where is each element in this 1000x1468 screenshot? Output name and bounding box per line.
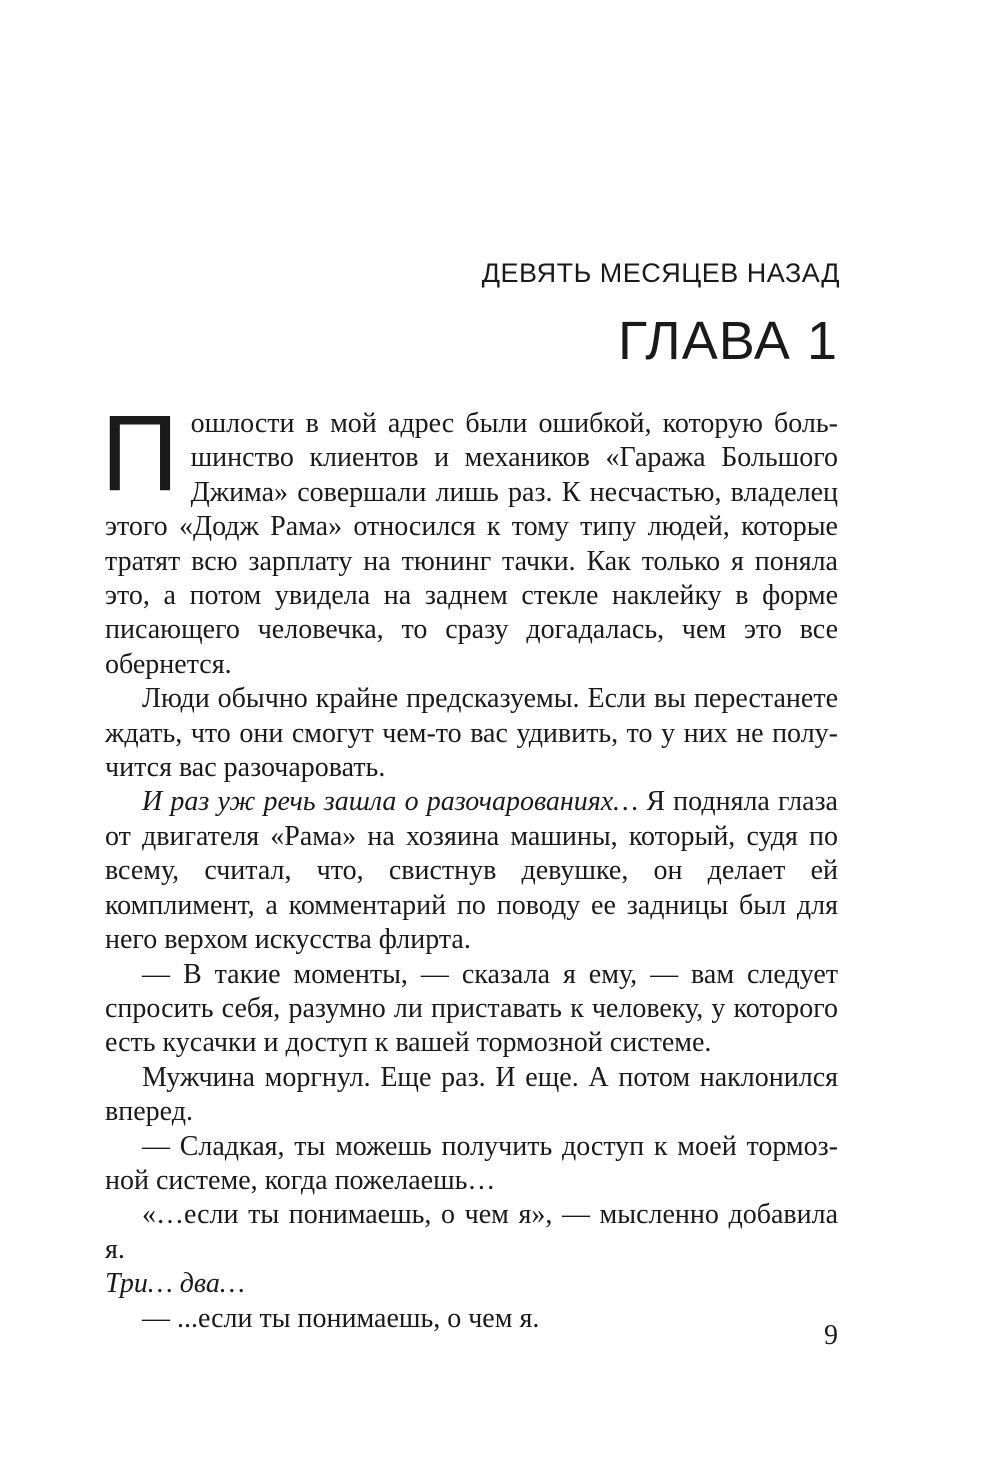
- paragraph-7: [105, 1198, 838, 1301]
- drop-cap: П: [101, 392, 179, 513]
- paragraph-6: — Сладкая, ты можешь получить доступ к моей тормозной системе, когда пожелаешь…: [105, 1130, 838, 1196]
- paragraph-1: [101, 392, 838, 682]
- paragraph-3-italic: И раз уж речь зашла о разочарованиях…: [142, 786, 639, 818]
- chapter-overline: ДЕВЯТЬ МЕСЯЦЕВ НАЗАД: [481, 258, 840, 288]
- page-number: 9: [824, 1320, 838, 1351]
- paragraph-4: — В такие моменты, — сказала я ему, — вам следует спросить себя, разумно ли приставать к человеку, у которого есть кусачки и доступ к вашей тормозной системе.: [105, 958, 838, 1059]
- paragraph-8: — ...если ты понимаешь, о чем я.: [142, 1302, 540, 1334]
- paragraph-3-text: Я подняла глаза от двигателя «Рама» на хозяина машины, который, судя по всему, считал, что, свистнув девушке, он делает ей комплимент, а комментарий по поводу ее задницы был для него верхом искусства флирта.: [105, 786, 838, 956]
- paragraph-1-text: ошлости в мой адрес были ошибкой, которую большинство клиентов и механиков «Гаража Большого Джима» совершали лишь раз. К несчастью, владелец этого «Додж Рама» относился к тому типу людей, которые тратят всю зарплату на тюнинг тачки. Как только я поняла это, а потом увидела на заднем стекле наклейку в форме писающего человечка, то сразу догадалась, чем это все обернется.: [105, 408, 838, 680]
- paragraph-7-text: «…если ты понимаешь, о чем я», — мысленно добавила я.: [105, 1199, 838, 1265]
- paragraph-2: Люди обычно крайне предсказуемы. Если вы перестанете ждать, что они смогут чем-то вас удивить, то у них не получится вас разочаровать.: [105, 683, 838, 784]
- paragraph-3: [105, 785, 838, 957]
- paragraph-5: Мужчина моргнул. Еще раз. И еще. А потом наклонился вперед.: [105, 1061, 838, 1128]
- chapter-body: [101, 392, 838, 1336]
- paragraph-7-italic: Три… два…: [105, 1268, 245, 1300]
- chapter-title: ГЛАВА 1: [618, 311, 838, 371]
